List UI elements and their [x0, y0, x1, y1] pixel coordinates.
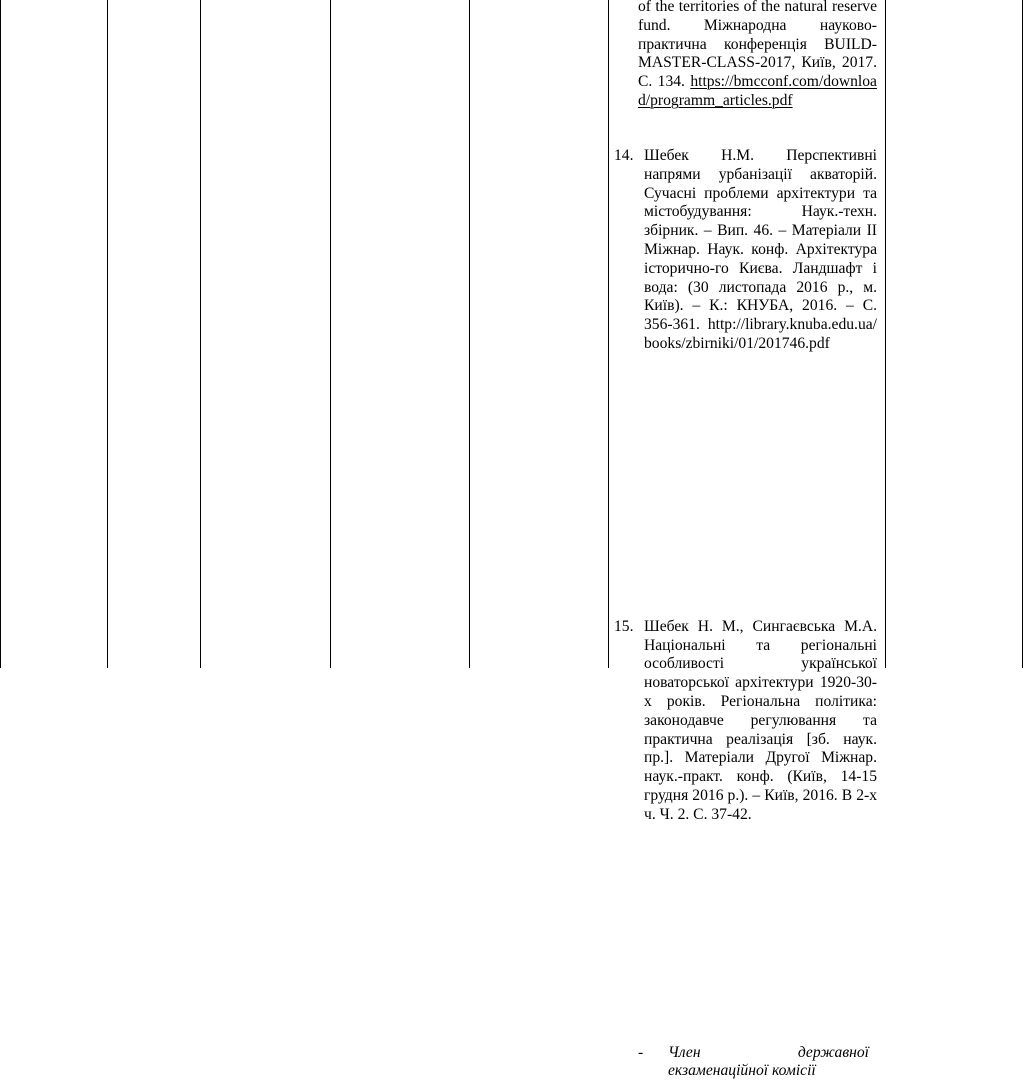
table-border-col-4	[330, 0, 331, 668]
reference-continuation-link[interactable]: https://bmcconf.com/download/programm_articles.pdf	[638, 73, 877, 109]
table-border-col-1	[0, 0, 1, 668]
list-dash: -	[638, 1043, 644, 1061]
table-border-col-5	[469, 0, 470, 668]
table-border-col-8	[1022, 0, 1023, 668]
table-border-col-3	[200, 0, 201, 668]
reference-continuation	[638, 0, 877, 111]
reference-item-15	[614, 618, 877, 825]
reference-text: Шебек Н. М., Сингаєвська М.А. Національні та регіональні особливості української новаторської архітектури 1920-30-х років. Регіональна політика: законодавче регулювання та практична реалізація [зб. наук. пр.]. Матеріали Другої Міжнар. наук.-практ. конф. (Київ, 14-15 грудня 2016 р.). – Київ, 2016. В 2-х ч. Ч. 2. С. 37-42.	[644, 617, 877, 823]
table-border-col-6	[608, 0, 609, 668]
reference-continuation-text: of the territories of the natural reserve fund. Міжнародна науково-практична конференція BUILD-MASTER-CLASS-2017, Київ, 2017. С. 134.	[638, 0, 877, 91]
committee-member-text: Член державної екзаменаційної комісії	[668, 1043, 869, 1080]
reference-item-14	[614, 147, 877, 354]
reference-number: 14.	[614, 147, 634, 164]
reference-number: 15.	[614, 617, 634, 635]
reference-text: Шебек Н.М. Перспективні напрями урбанізації акваторій. Сучасні проблеми архітектури та містобудування: Наук.-техн. збірник. – Вип. 46. – Матеріали II Міжнар. Наук. конф. Архітектура історично-го Києва. Ландшафт і вода: (30 листопада 2016 р., м. Київ). – К.: КНУБА, 2016. – С. 356-361.	[644, 147, 877, 334]
table-border-col-2	[107, 0, 108, 668]
committee-member-item	[638, 1044, 869, 1081]
table-border-col-7	[885, 0, 886, 668]
reference-url[interactable]: http://library.knuba.edu.ua/books/zbirniki/01/201746.pdf	[644, 316, 877, 352]
